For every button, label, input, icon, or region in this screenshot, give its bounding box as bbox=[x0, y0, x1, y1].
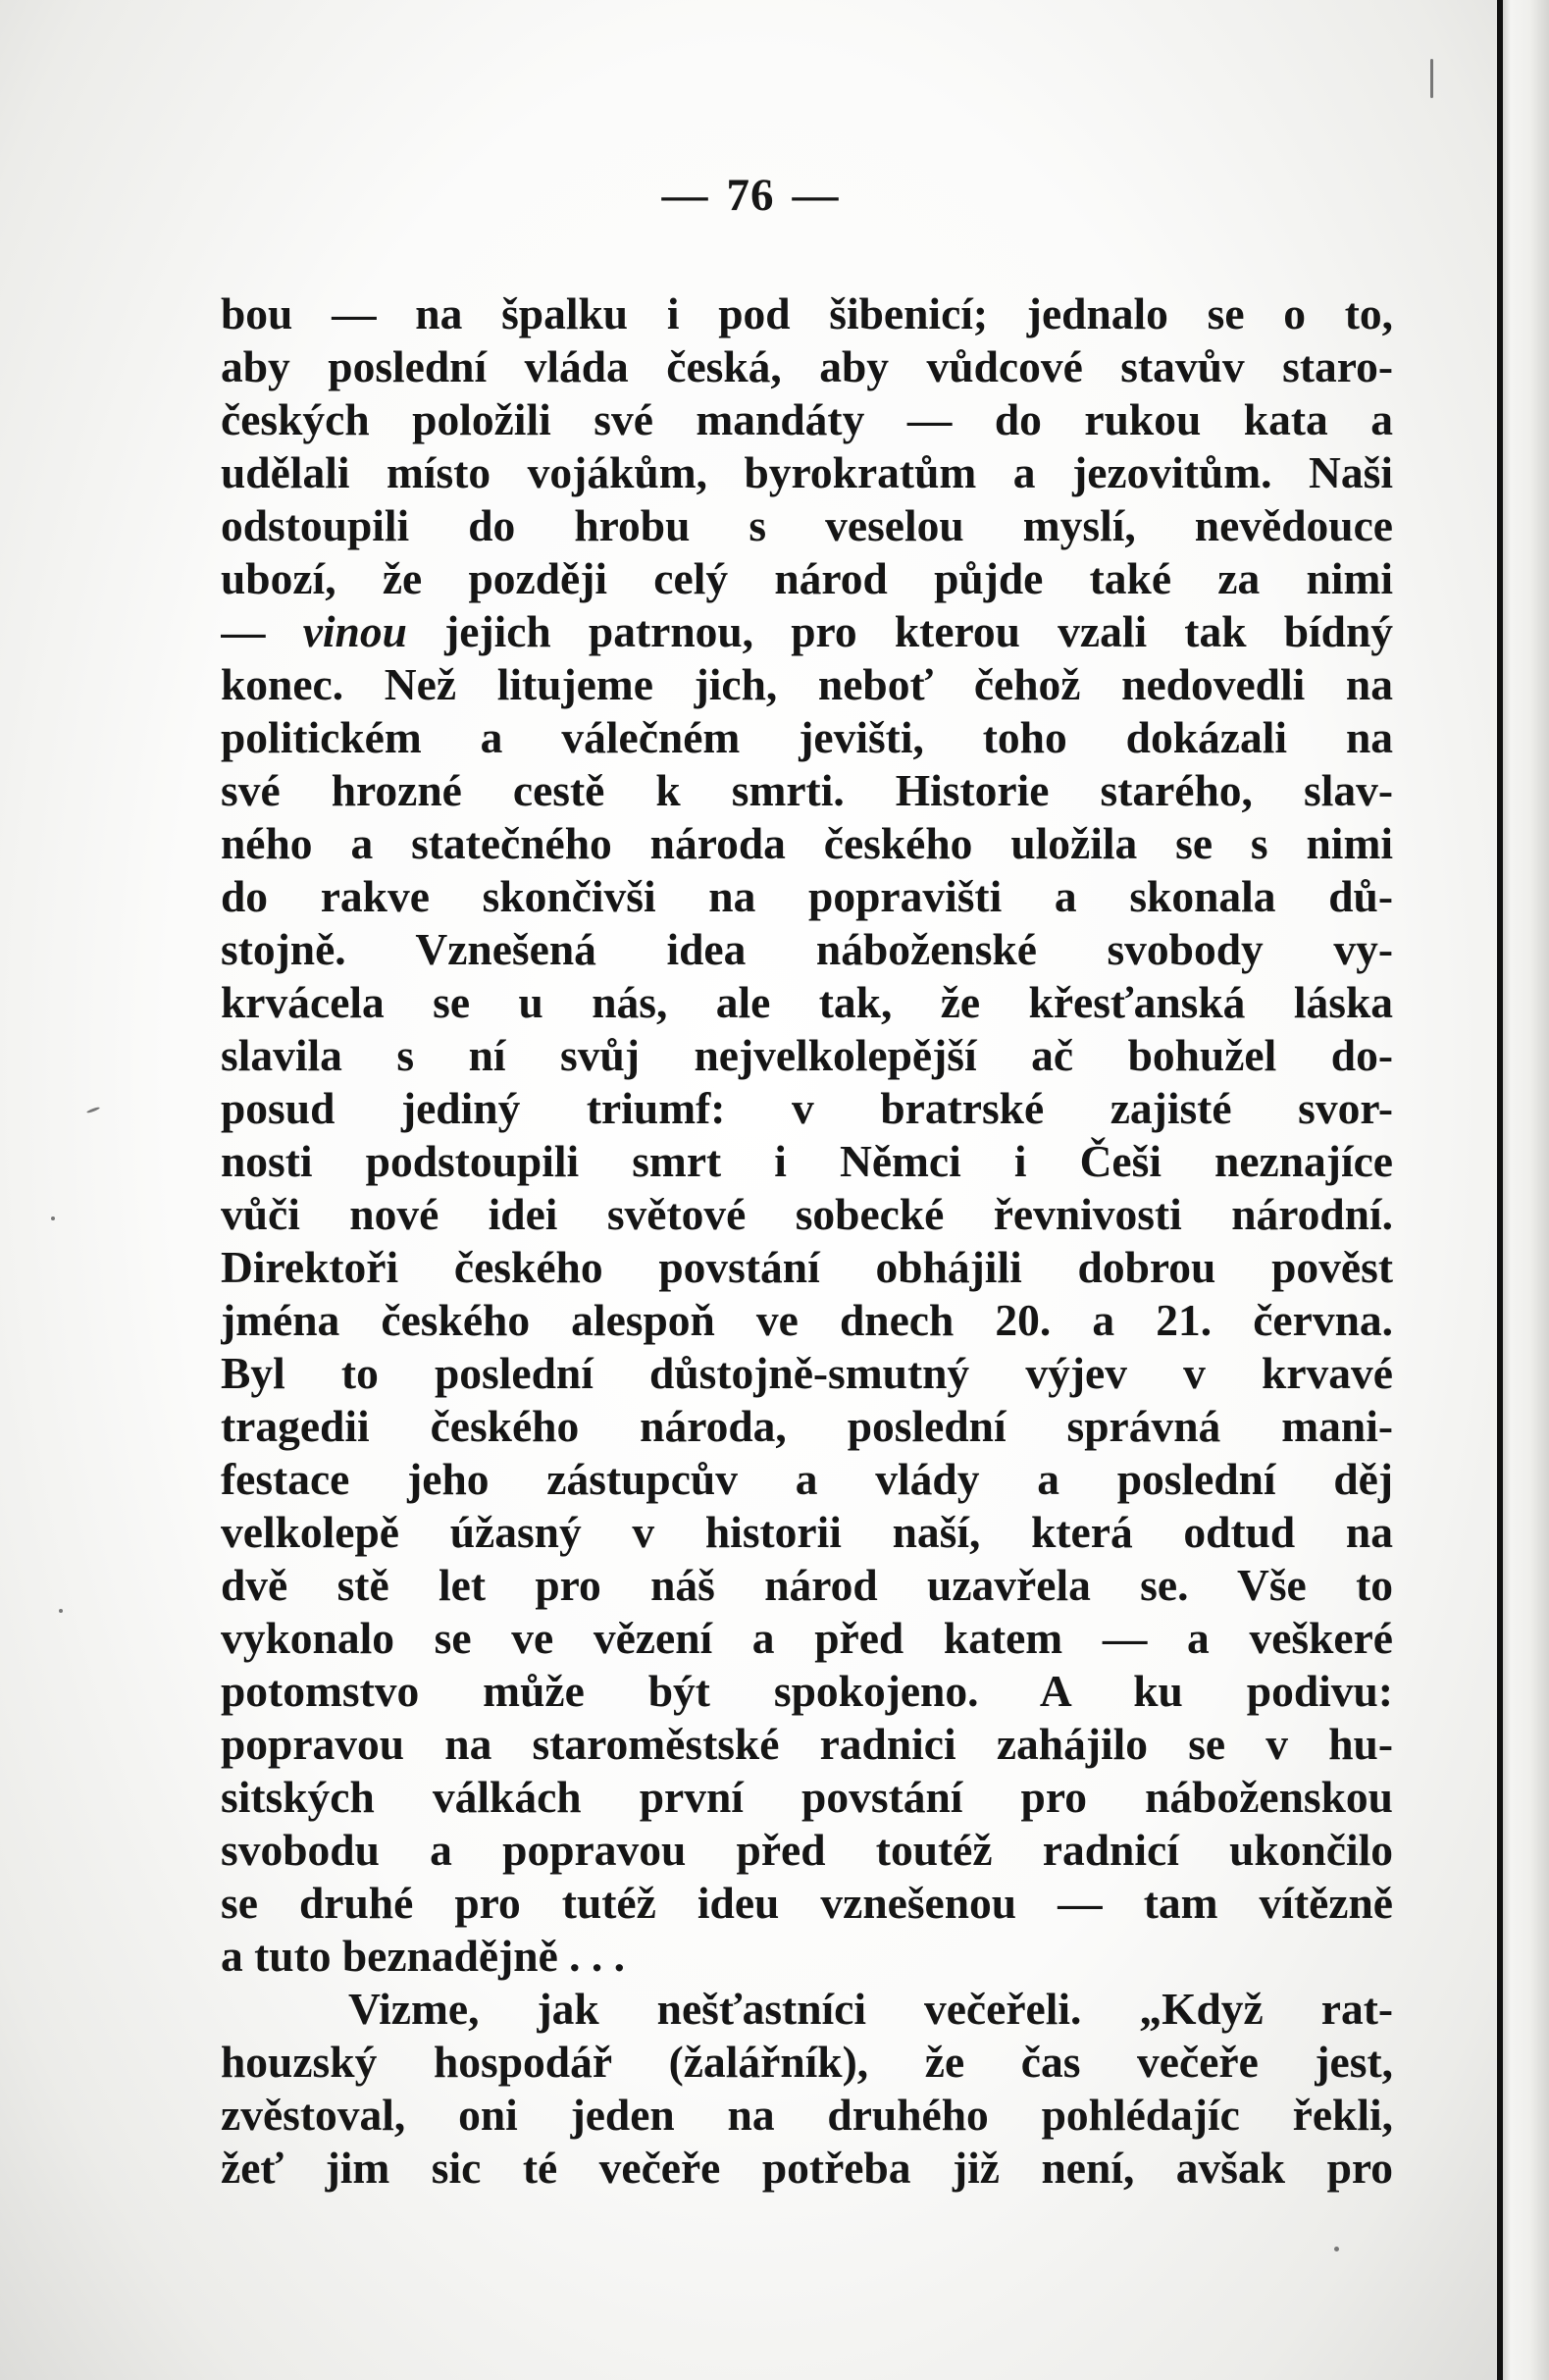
text-line-part: — bbox=[221, 606, 303, 656]
page-number bbox=[0, 169, 1501, 222]
text-line: bou — na špalku i pod šibenicí; jednalo se o to, bbox=[221, 288, 1393, 338]
book-spine-edge bbox=[1497, 0, 1503, 2380]
text-line: českých položili své mandáty — do rukou kata a bbox=[221, 394, 1393, 444]
italic-word: vinou bbox=[302, 606, 407, 656]
text-line: politickém a válečném jevišti, toho dokázali na bbox=[221, 712, 1393, 762]
text-line-part: jejich patrnou, pro kterou vzali tak bídný bbox=[406, 606, 1393, 656]
paper-speck bbox=[1430, 59, 1433, 98]
paragraph-end-line: a tuto beznadějně . . . bbox=[221, 1931, 626, 1981]
text-line: dvě stě let pro náš národ uzavřela se. Vše to bbox=[221, 1560, 1393, 1610]
text-line: festace jeho zástupcův a vlády a poslední děj bbox=[221, 1454, 1393, 1504]
book-spine-shadow bbox=[1501, 0, 1549, 2380]
text-line: Byl to poslední důstojně-smutný výjev v krvavé bbox=[221, 1348, 1393, 1398]
text-line: ného a statečného národa českého uložila se s nimi bbox=[221, 818, 1393, 868]
text-line: sitských válkách první povstání pro náboženskou bbox=[221, 1772, 1393, 1822]
text-line: houzský hospodář (žalářník), že čas večeře jest, bbox=[221, 2037, 1393, 2087]
text-line: do rakve skončivši na popravišti a skonala dů- bbox=[221, 871, 1393, 921]
text-line: zvěstoval, oni jeden na druhého pohlédajíc řekli, bbox=[221, 2090, 1393, 2140]
text-line: vůči nové idei světové sobecké řevnivosti národní. bbox=[221, 1189, 1393, 1239]
text-line: aby poslední vláda česká, aby vůdcové stavův staro- bbox=[221, 341, 1393, 391]
text-line: ubozí, že později celý národ půjde také za nimi bbox=[221, 553, 1393, 603]
text-line: konec. Než litujeme jich, neboť čehož nedovedli na bbox=[221, 659, 1393, 709]
text-line-with-italic bbox=[221, 605, 1393, 658]
page-number-dash-left: — bbox=[661, 170, 709, 221]
paper-speck bbox=[59, 1609, 63, 1613]
text-line: tragedii českého národa, poslední správná mani- bbox=[221, 1401, 1393, 1451]
text-line: stojně. Vznešená idea náboženské svobody vy- bbox=[221, 924, 1393, 974]
text-line: popravou na staroměstské radnici zahájilo se v hu- bbox=[221, 1719, 1393, 1769]
page-number-dash-right: — bbox=[792, 170, 840, 221]
text-line: svobodu a popravou před toutéž radnicí ukončilo bbox=[221, 1825, 1393, 1875]
text-line: krvácela se u nás, ale tak, že křesťanská láska bbox=[221, 977, 1393, 1027]
text-line: Direktoři českého povstání obhájili dobrou pověst bbox=[221, 1242, 1393, 1292]
text-line: své hrozné cestě k smrti. Historie starého, slav- bbox=[221, 765, 1393, 815]
text-line: udělali místo vojákům, byrokratům a jezovitům. Naši bbox=[221, 447, 1393, 497]
text-line: potomstvo může být spokojeno. A ku podivu: bbox=[221, 1666, 1393, 1716]
text-line: jména českého alespoň ve dnech 20. a 21. června. bbox=[221, 1295, 1393, 1345]
text-line: slavila s ní svůj nejvelkolepější ač bohužel do- bbox=[221, 1030, 1393, 1080]
text-line: se druhé pro tutéž ideu vznešenou — tam vítězně bbox=[221, 1878, 1393, 1928]
text-line: vykonalo se ve vězení a před katem — a veškeré bbox=[221, 1613, 1393, 1663]
text-line: nosti podstoupili smrt i Němci i Češi neznajíce bbox=[221, 1136, 1393, 1186]
text-line: žeť jim sic té večeře potřeba již není, avšak pro bbox=[221, 2143, 1393, 2193]
paper-speck bbox=[86, 1107, 100, 1114]
paper-speck bbox=[1334, 2247, 1339, 2251]
text-line: velkolepě úžasný v historii naší, která odtud na bbox=[221, 1507, 1393, 1557]
body-text bbox=[221, 287, 1393, 2195]
paragraph-start-line: Vizme, jak nešťastníci večeřeli. „Když rat- bbox=[348, 1984, 1393, 2034]
page-number-value: 76 bbox=[726, 170, 775, 221]
text-line: odstoupili do hrobu s veselou myslí, nevědouce bbox=[221, 500, 1393, 550]
text-line: posud jediný triumf: v bratrské zajisté svor- bbox=[221, 1083, 1393, 1133]
paper-speck bbox=[51, 1216, 55, 1220]
